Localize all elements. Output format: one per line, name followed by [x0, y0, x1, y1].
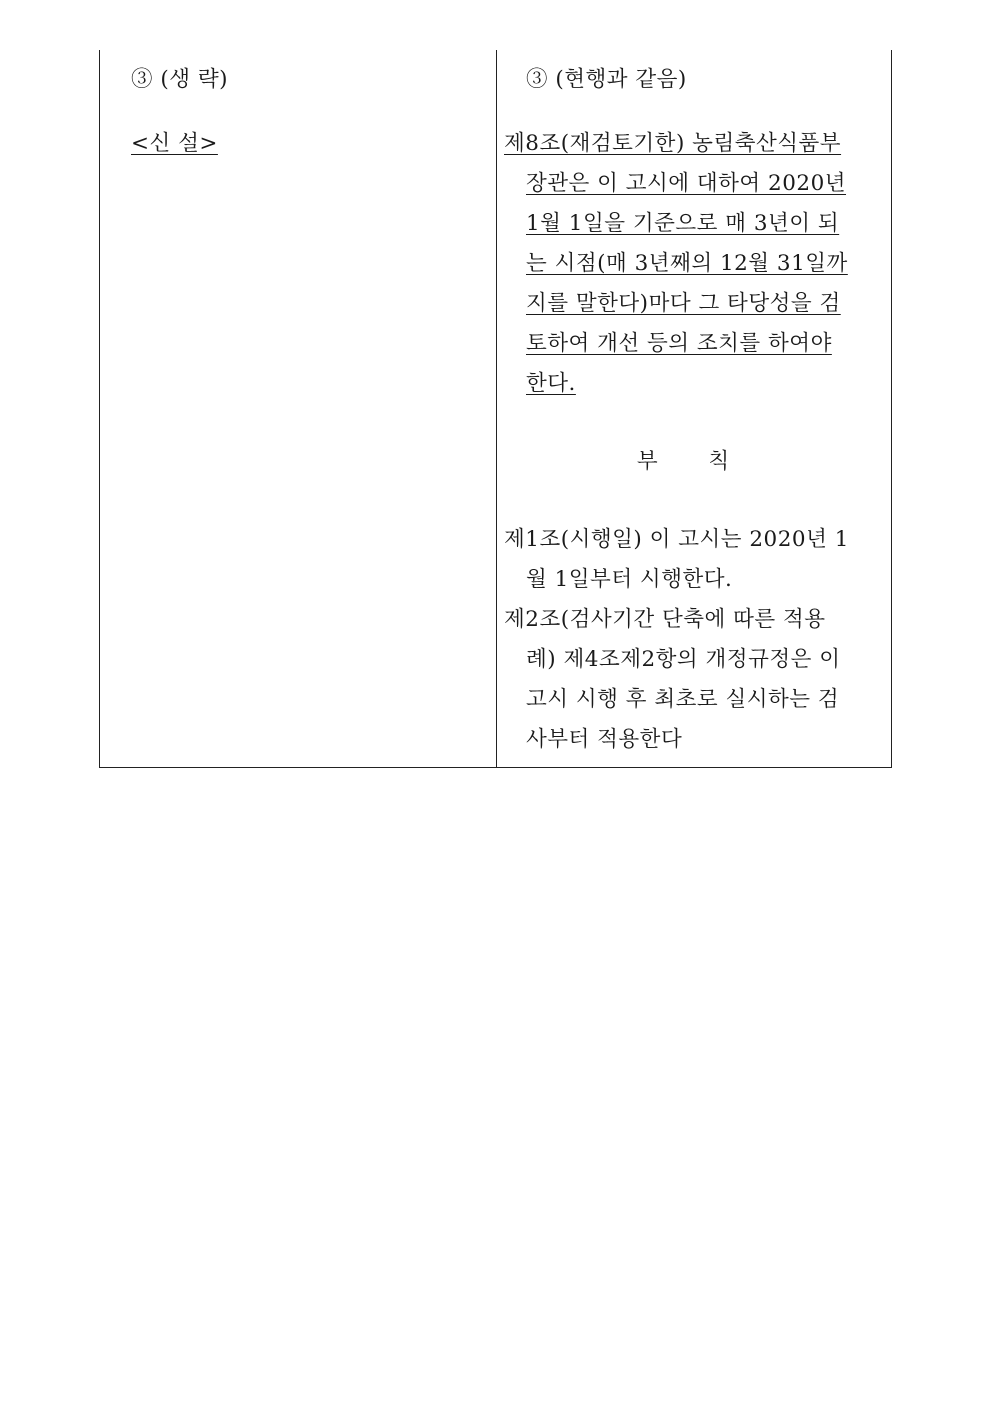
table-column-divider: [496, 50, 497, 768]
sup-article-2-line: 고시 시행 후 최초로 실시하는 검: [526, 687, 840, 712]
new-provision-marker: <신 설>: [131, 131, 218, 156]
article-8-line: 제8조(재검토기한) 농림축산식품부: [504, 131, 842, 156]
revised-text-column: [504, 60, 884, 760]
article-8-text: 지를 말한다)마다 그 타당성을 검: [526, 291, 841, 316]
supplementary-provisions-heading: 부 칙: [636, 449, 752, 474]
comparison-table: [99, 50, 892, 768]
sup-article-1-line: 제1조(시행일) 이 고시는 2020년 1: [504, 527, 849, 552]
current-text-column: [131, 60, 491, 164]
sup-article-2-line: 례) 제4조제2항의 개정규정은 이: [526, 647, 841, 672]
sup-article-1-line: 월 1일부터 시행한다.: [526, 567, 733, 592]
article-8-text: 1월 1일을 기준으로 매 3년이 되: [526, 211, 840, 236]
article-8-text: 토하여 개선 등의 조치를 하여야: [526, 331, 832, 356]
article-8-line: [504, 324, 884, 364]
article-8-line: [504, 244, 884, 284]
revised-item-3: ③ (현행과 같음): [526, 67, 687, 92]
article-8-line: [504, 204, 884, 244]
table-left-border: [99, 50, 100, 768]
article-8-text: 장관은 이 고시에 대하여 2020년: [526, 171, 847, 196]
article-8-line: [504, 164, 884, 204]
article-8-review-deadline: [504, 124, 884, 404]
table-right-border: [891, 50, 892, 768]
article-8-line: [504, 284, 884, 324]
current-item-3: ③ (생 략): [131, 67, 228, 92]
sup-article-2-line: 제2조(검사기간 단축에 따른 적용: [504, 607, 826, 632]
supplementary-article-2: [504, 600, 884, 760]
table-bottom-border: [99, 767, 892, 768]
article-8-text: 는 시점(매 3년째의 12월 31일까: [526, 251, 848, 276]
article-8-line: [504, 364, 884, 404]
article-8-text: 한다.: [526, 371, 576, 396]
supplementary-article-1: [504, 520, 884, 600]
sup-article-2-line: 사부터 적용한다: [526, 727, 683, 752]
